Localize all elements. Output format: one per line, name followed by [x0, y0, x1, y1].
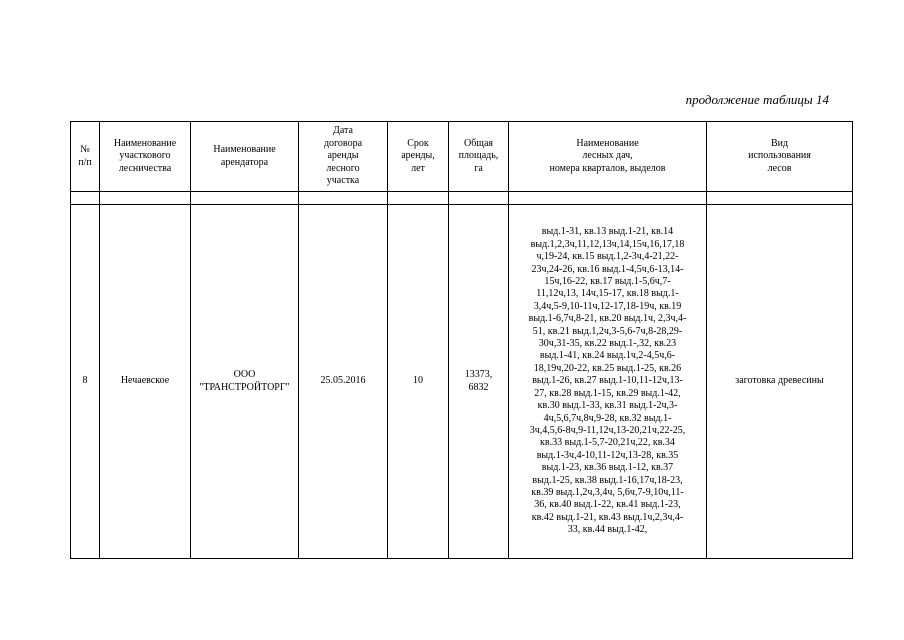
- header-lease-term: Срок аренды, лет: [388, 122, 449, 192]
- header-usage-type: Вид использования лесов: [707, 122, 853, 192]
- cell-tenant: ООО "ТРАНСТРОЙТОРГ": [191, 205, 299, 559]
- cell-contract-date: 25.05.2016: [299, 205, 388, 559]
- cell-total-area: 13373, 6832: [449, 205, 509, 559]
- cell-forestry: Нечаевское: [100, 205, 191, 559]
- header-contract-date: Дата договора аренды лесного участка: [299, 122, 388, 192]
- cell-usage-type: заготовка древесины: [707, 205, 853, 559]
- header-tenant: Наименование арендатора: [191, 122, 299, 192]
- lease-table: [70, 121, 853, 559]
- table-continuation-caption: продолжение таблицы 14: [685, 92, 829, 107]
- header-forestry: Наименование участкового лесничества: [100, 122, 191, 192]
- table-header-row: [71, 122, 853, 192]
- header-number: № п/п: [71, 122, 100, 192]
- header-total-area: Общая площадь, га: [449, 122, 509, 192]
- header-quarters: Наименование лесных дач, номера кварталов, выделов: [509, 122, 707, 192]
- cell-number: 8: [71, 205, 100, 559]
- table-empty-row: [71, 192, 853, 205]
- cell-quarters: выд.1-31, кв.13 выд.1-21, кв.14 выд.1,2,3ч,11,12,13ч,14,15ч,16,17,18 ч,19-24, кв.15 выд.1,2-3ч,4-21,22- 23ч,24-26, кв.16 выд.1-4,5ч,6-13,14- 15ч,16-22, кв.17 выд.1-5,6ч,7- 11,12ч,13, 14ч,15-17, кв.18 выд.1- 3,4ч,5-9,10-11ч,12-17,18-19ч, кв.19 выд.1-6,7ч,8-21, кв.20 выд.1ч, 2,3ч,4- 51, кв.21 выд.1,2ч,3-5,6-7ч,8-28,29- 30ч,31-35, кв.22 выд.1-,32, кв.23 выд.1-41, кв.24 выд.1ч,2-4,5ч,6- 18,19ч,20-22, кв.25 выд.1-25, кв.26 выд.1-26, кв.27 выд.1-10,11-12ч,13- 27, кв.28 выд.1-15, кв.29 выд.1-42, кв.30 выд.1-33, кв.31 выд.1-2ч,3- 4ч,5,6,7ч,8ч,9-28, кв.32 выд.1- 3ч,4,5,6-8ч,9-11,12ч,13-20,21ч,22-25, кв.33 выд.1-5,7-20,21ч,22, кв.34 выд.1-3ч,4-10,11-12ч,13-28, кв.35 выд.1-23, кв.36 выд.1-12, кв.37 выд.1-25, кв.38 выд.1-16,17ч,18-23, кв.39 выд.1,2ч,3,4ч, 5,6ч,7-9,10ч,11- 36, кв.40 выд.1-22, кв.41 выд.1-23, кв.42 выд.1-21, кв.43 выд.1ч,2,3ч,4- 33, кв.44 выд.1-42,: [509, 205, 707, 559]
- cell-lease-term: 10: [388, 205, 449, 559]
- table-row: [71, 205, 853, 559]
